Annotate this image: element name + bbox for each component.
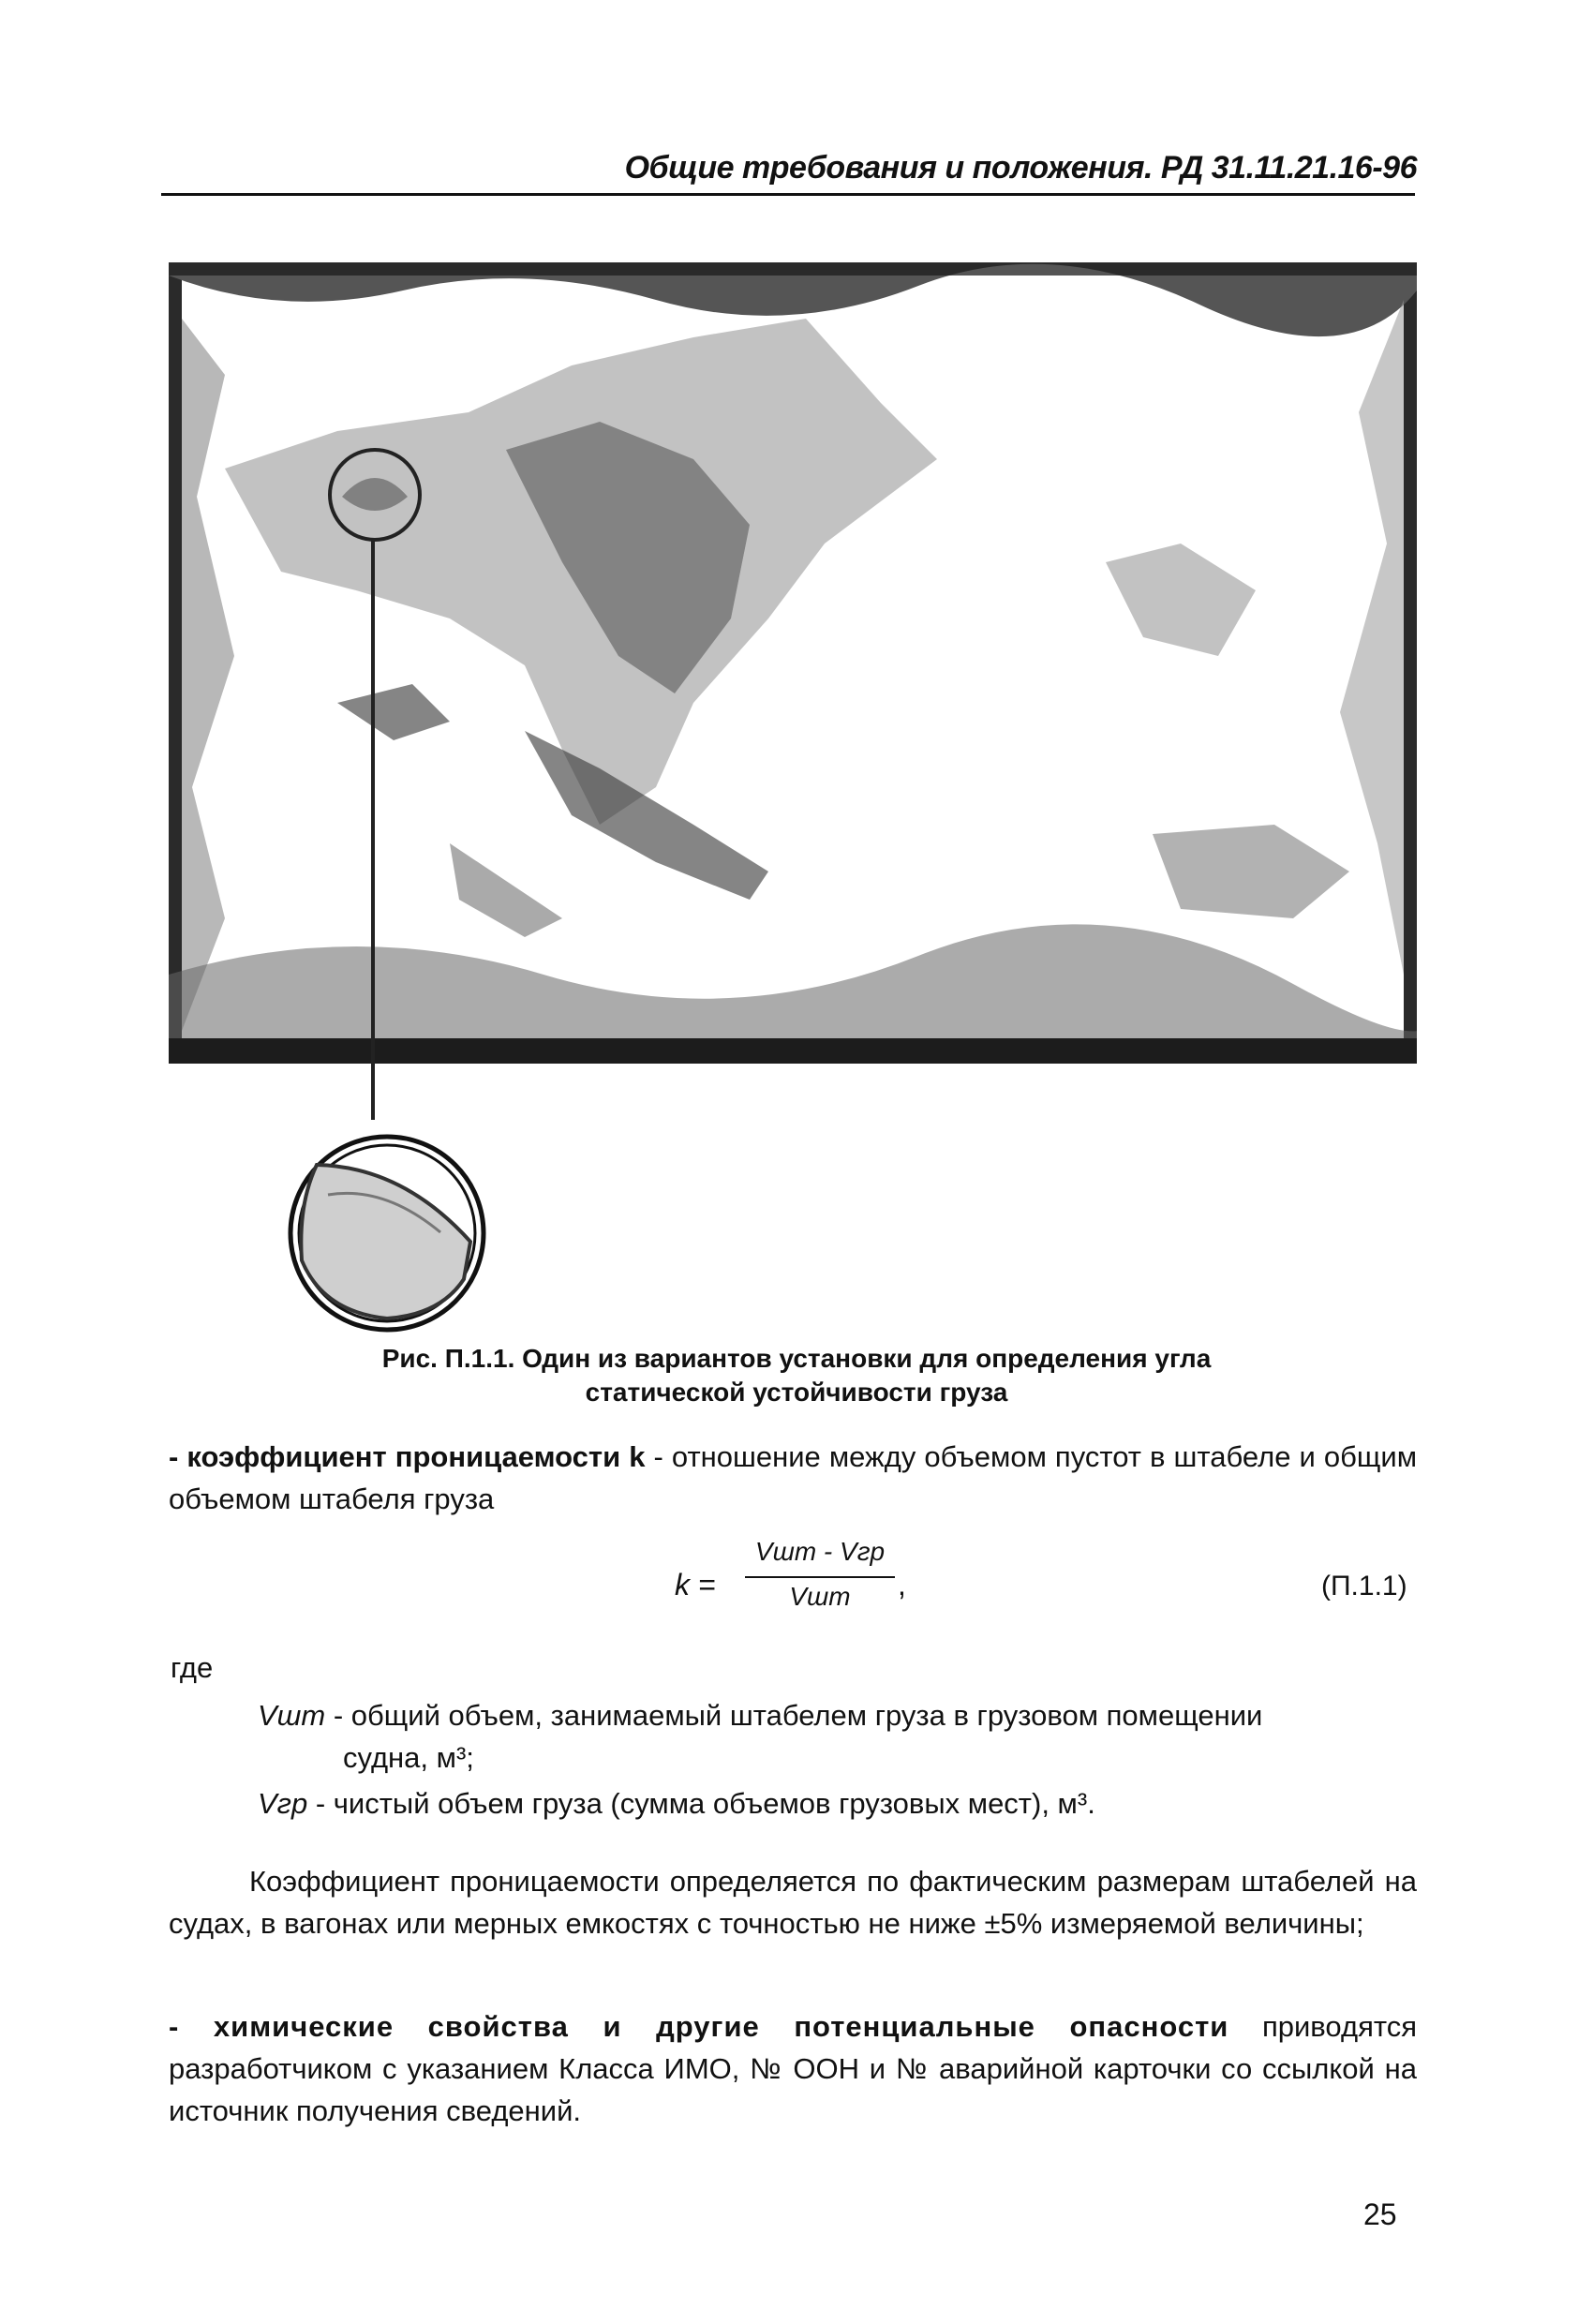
page-number: 25 xyxy=(1363,2197,1397,2231)
symbol-vgr: Vгр xyxy=(258,1787,308,1820)
formula-number: (П.1.1) xyxy=(1321,1571,1407,1601)
definition-vsht-text: - общий объем, занимаемый штабелем груза в грузовом помещении xyxy=(325,1699,1263,1732)
figure-caption xyxy=(281,1342,1312,1409)
definition-vsht xyxy=(258,1694,1420,1736)
definition-vgr xyxy=(258,1782,1420,1825)
header-rule xyxy=(161,193,1415,196)
definition-vgr-text: - чистый объем груза (сумма объемов грузовых мест), м³. xyxy=(307,1787,1095,1820)
running-header: Общие требования и положения. РД 31.11.21.16-96 xyxy=(624,150,1417,186)
formula-numerator: Vшт - Vгр xyxy=(754,1537,886,1566)
formula-lhs: k = xyxy=(675,1568,716,1601)
photo-illustration xyxy=(169,262,1417,1064)
paragraph-chemical xyxy=(169,2005,1417,2132)
formula-denominator: Vшт xyxy=(789,1582,851,1611)
paragraph-permeability-text: - отношение между объемом пустот в штабеле и общим объемом штабеля груза xyxy=(169,1440,1418,1515)
paragraph-permeability xyxy=(169,1436,1417,1520)
formula-comma: , xyxy=(898,1568,906,1601)
definition-vsht-continuation: судна, м³; xyxy=(343,1741,474,1774)
paragraph-chemical-text: приводятся разработчиком с указанием Класса ИМО, № ООН и № аварийной карточки со ссылкой на источник получения сведений. xyxy=(169,2010,1417,2127)
caption-line-2: статической устойчивости груза xyxy=(585,1378,1008,1407)
where-label: где xyxy=(171,1651,214,1684)
symbol-vsht: Vшт xyxy=(258,1699,326,1732)
term-chemical: - химические свойства и другие потенциальные опасности xyxy=(169,2010,1229,2043)
paragraph-measurement: Коэффициент проницаемости определяется по фактическим размерам штабелей на судах, в вагонах или мерных емкостях с точностью не ниже ±5% измеряемой величины; xyxy=(169,1865,1417,1940)
term-permeability: - коэффициент проницаемости k xyxy=(169,1440,646,1473)
figure-photo xyxy=(169,262,1417,1064)
fraction-bar xyxy=(745,1576,895,1578)
inset-magnifier xyxy=(169,1064,543,1335)
formula-fraction xyxy=(745,1537,895,1617)
caption-line-1: Рис. П.1.1. Один из вариантов установки для определения угла xyxy=(381,1344,1212,1373)
